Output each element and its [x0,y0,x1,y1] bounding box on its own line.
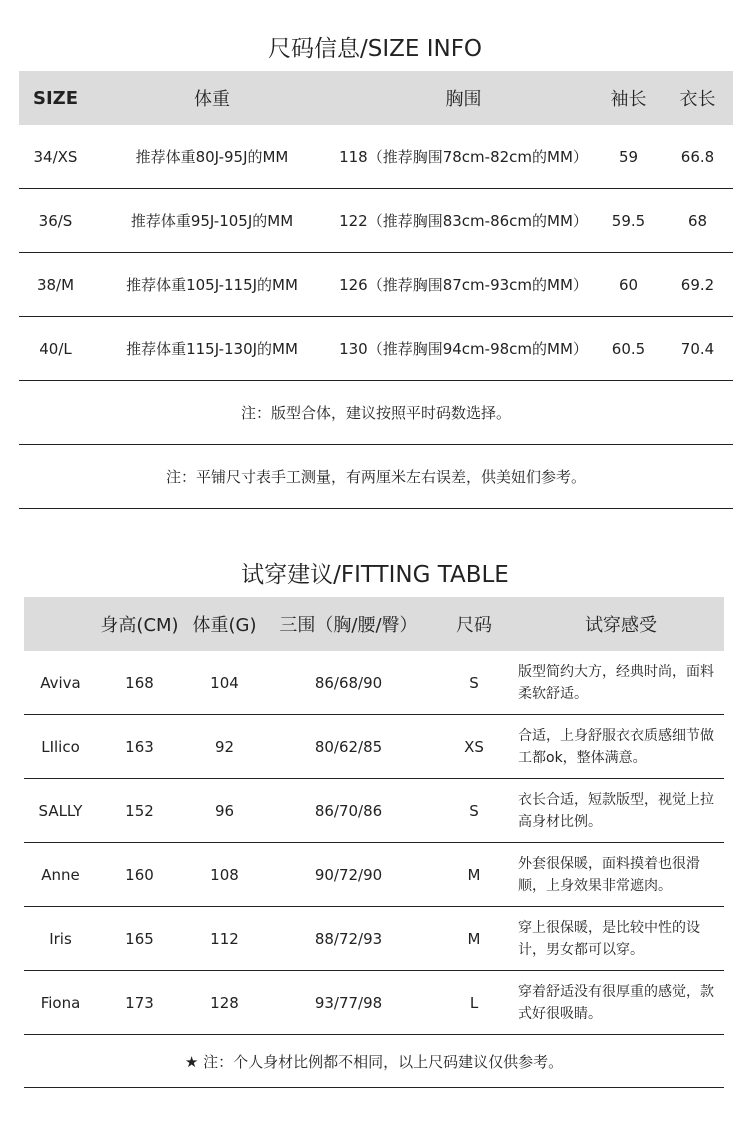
cell-size: L [430,971,518,1035]
cell-height: 168 [97,651,182,715]
note-row [19,445,733,509]
note-text: 注：平铺尺寸表手工测量，有两厘米左右误差，供美妞们参考。 [19,445,733,509]
cell-name: SALLY [24,779,97,843]
header-name [24,597,97,651]
cell-bust: 122（推荐胸围83cm-86cm的MM） [332,189,595,253]
fitting-row [24,907,724,971]
size-info-title: 尺码信息/SIZE INFO [267,36,483,62]
cell-height: 152 [97,779,182,843]
cell-name: Fiona [24,971,97,1035]
header-bust: 胸围 [332,71,595,125]
cell-sleeve: 60 [595,253,662,317]
header-size: 尺码 [430,597,518,651]
cell-size: 34/XS [19,125,92,189]
cell-size: M [430,907,518,971]
cell-feedback: 合适，上身舒服衣衣质感细节做工都ok，整体满意。 [518,715,724,779]
header-weight: 体重(G) [182,597,267,651]
size-row [19,317,733,381]
header-sleeve: 袖长 [595,71,662,125]
cell-bust: 126（推荐胸围87cm-93cm的MM） [332,253,595,317]
cell-measurements: 86/70/86 [267,779,430,843]
cell-size: 36/S [19,189,92,253]
cell-measurements: 93/77/98 [267,971,430,1035]
note-text: 注：版型合体，建议按照平时码数选择。 [19,381,733,445]
cell-weight: 128 [182,971,267,1035]
fitting-note-row [24,1035,724,1088]
size-row [19,253,733,317]
cell-weight: 推荐体重95J-105J的MM [92,189,332,253]
note-row [19,381,733,445]
cell-weight: 92 [182,715,267,779]
fitting-row [24,843,724,907]
cell-size: S [430,779,518,843]
cell-name: LIlico [24,715,97,779]
cell-name: Aviva [24,651,97,715]
cell-measurements: 86/68/90 [267,651,430,715]
fitting-table [24,597,724,1088]
cell-length: 69.2 [662,253,733,317]
fitting-note: ★ 注：个人身材比例都不相同，以上尺码建议仅供参考。 [24,1035,724,1088]
cell-size: 40/L [19,317,92,381]
cell-height: 160 [97,843,182,907]
cell-height: 165 [97,907,182,971]
cell-weight: 104 [182,651,267,715]
fitting-row [24,779,724,843]
cell-name: Anne [24,843,97,907]
cell-size: S [430,651,518,715]
header-feedback: 试穿感受 [518,597,724,651]
cell-length: 66.8 [662,125,733,189]
header-measurements: 三围（胸/腰/臀） [267,597,430,651]
cell-bust: 130（推荐胸围94cm-98cm的MM） [332,317,595,381]
cell-height: 173 [97,971,182,1035]
cell-weight: 推荐体重115J-130J的MM [92,317,332,381]
fitting-row [24,715,724,779]
cell-measurements: 80/62/85 [267,715,430,779]
cell-height: 163 [97,715,182,779]
cell-size: XS [430,715,518,779]
cell-name: Iris [24,907,97,971]
cell-weight: 推荐体重80J-95J的MM [92,125,332,189]
size-row [19,125,733,189]
cell-weight: 推荐体重105J-115J的MM [92,253,332,317]
cell-feedback: 穿着舒适没有很厚重的感觉，款式好很吸睛。 [518,971,724,1035]
cell-feedback: 衣长合适，短款版型，视觉上拉高身材比例。 [518,779,724,843]
cell-measurements: 90/72/90 [267,843,430,907]
header-weight: 体重 [92,71,332,125]
header-size: SIZE [19,71,92,125]
cell-weight: 112 [182,907,267,971]
cell-measurements: 88/72/93 [267,907,430,971]
cell-sleeve: 59 [595,125,662,189]
header-length: 衣长 [662,71,733,125]
size-header-row [19,71,733,125]
cell-sleeve: 60.5 [595,317,662,381]
cell-length: 68 [662,189,733,253]
header-height: 身高(CM) [97,597,182,651]
size-info-table [19,71,733,509]
size-row [19,189,733,253]
cell-bust: 118（推荐胸围78cm-82cm的MM） [332,125,595,189]
cell-weight: 108 [182,843,267,907]
fitting-header-row [24,597,724,651]
cell-length: 70.4 [662,317,733,381]
fitting-row [24,971,724,1035]
fitting-title: 试穿建议/FITTING TABLE [241,562,509,588]
cell-size: M [430,843,518,907]
cell-feedback: 外套很保暖，面料摸着也很滑顺，上身效果非常遮肉。 [518,843,724,907]
fitting-row [24,651,724,715]
cell-feedback: 版型简约大方，经典时尚，面料柔软舒适。 [518,651,724,715]
cell-sleeve: 59.5 [595,189,662,253]
cell-weight: 96 [182,779,267,843]
cell-feedback: 穿上很保暖，是比较中性的设计，男女都可以穿。 [518,907,724,971]
cell-size: 38/M [19,253,92,317]
